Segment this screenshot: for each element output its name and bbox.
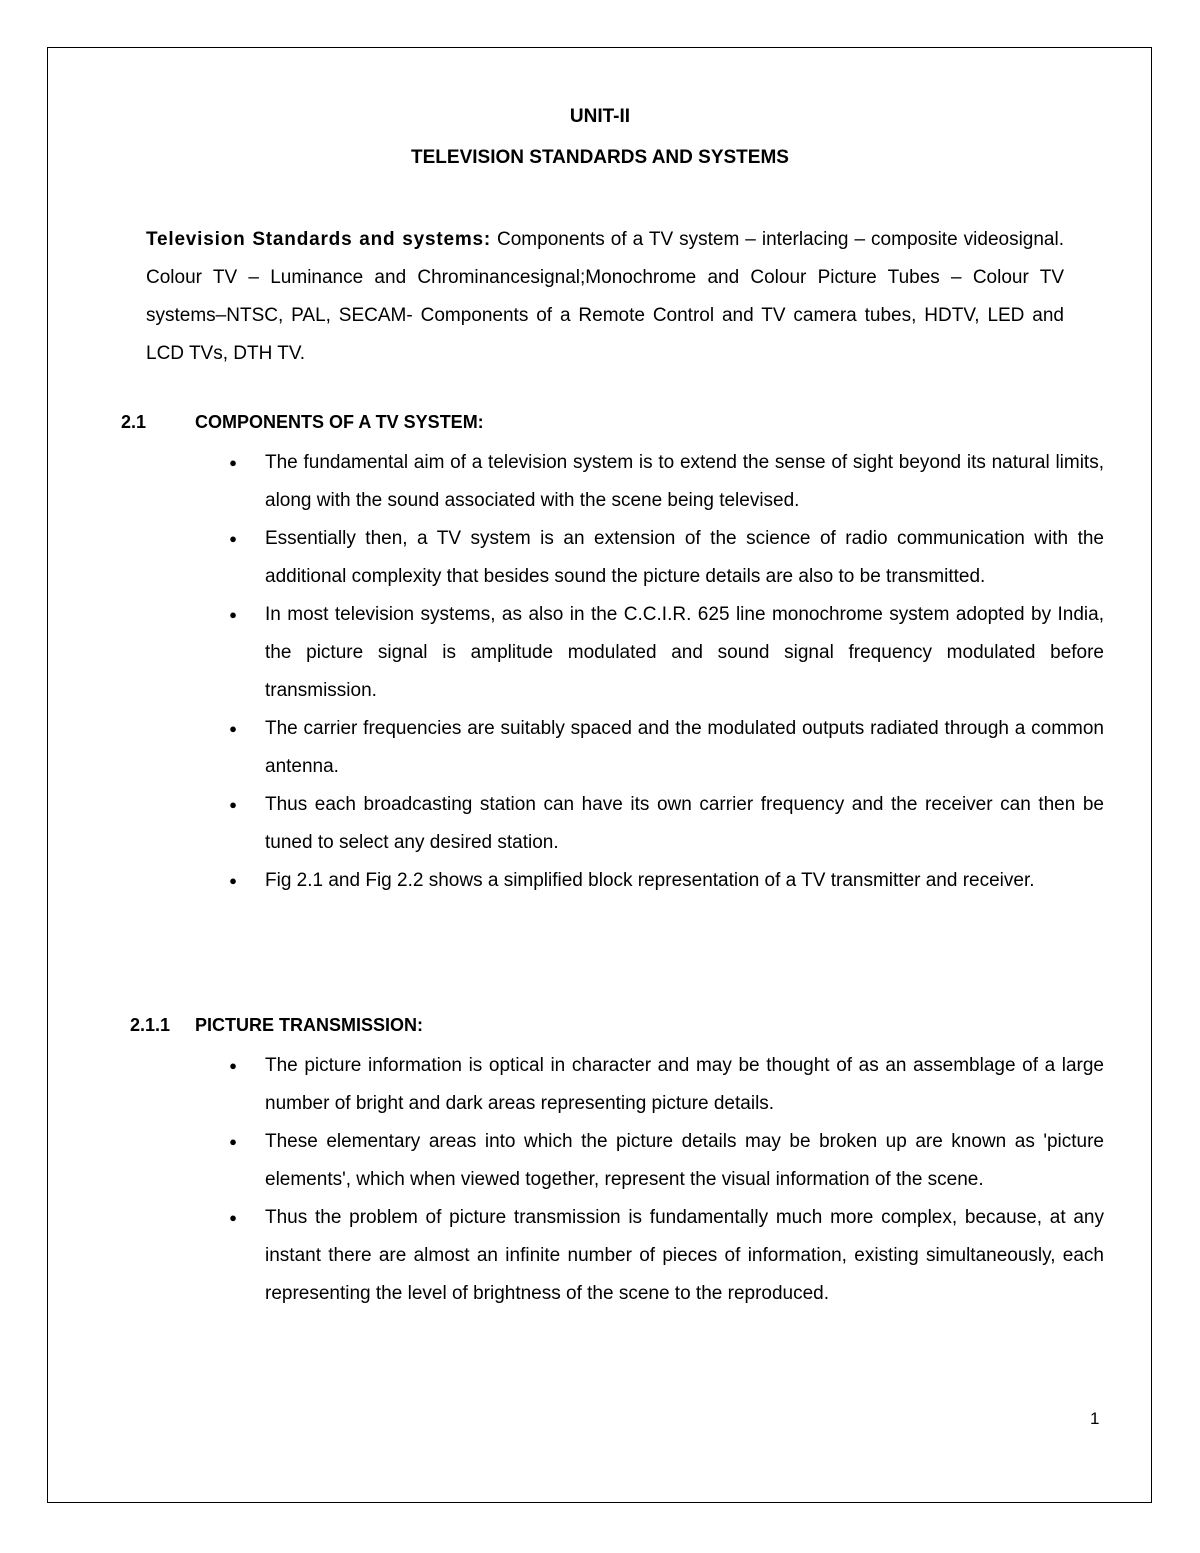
bullet-icon: ●: [229, 873, 237, 888]
bullet-icon: ●: [229, 455, 237, 470]
list-item: [226, 710, 1104, 786]
bullet-icon: ●: [229, 797, 237, 812]
list-item: [226, 1123, 1104, 1199]
bullet-icon: ●: [229, 721, 237, 736]
section-title: PICTURE TRANSMISSION:: [195, 1015, 424, 1035]
list-item-text: Thus the problem of picture transmission is fundamentally much more complex, because, at any instant there are almost an infinite number of pieces of information, existing simultaneously, each representing the level of brightness of the scene to the reproduced.: [265, 1207, 1104, 1304]
bullet-icon: ●: [229, 531, 237, 546]
list-item-text: Fig 2.1 and Fig 2.2 shows a simplified block representation of a TV transmitter and receiver.: [265, 870, 1035, 891]
section-heading-2-1: [121, 412, 484, 433]
list-item: [226, 1199, 1104, 1313]
bullet-icon: ●: [229, 1134, 237, 1149]
bullet-icon: ●: [229, 1210, 237, 1225]
unit-title: UNIT-II: [569, 106, 631, 127]
list-item: [226, 444, 1104, 520]
list-item-text: The fundamental aim of a television system is to extend the sense of sight beyond its natural limits, along with the sound associated with the scene being televised.: [265, 452, 1104, 511]
summary-lead: Television Standards and systems:: [146, 229, 492, 250]
list-item-text: The picture information is optical in character and may be thought of as an assemblage of a large number of bright and dark areas representing picture details.: [265, 1055, 1104, 1114]
document-title: TELEVISION STANDARDS AND SYSTEMS: [411, 147, 789, 168]
list-item-text: The carrier frequencies are suitably spaced and the modulated outputs radiated through a common antenna.: [265, 718, 1104, 777]
list-item: [226, 862, 1104, 900]
syllabus-summary: [146, 221, 1064, 373]
list-item: [226, 596, 1104, 710]
section-title: COMPONENTS OF A TV SYSTEM:: [195, 412, 484, 432]
page-number: 1: [1090, 1409, 1100, 1428]
summary-text: Components of a TV system – interlacing – composite videosignal. Colour TV – Luminance and Chrominancesignal;Monochrome and Colour Picture Tubes – Colour TV systems–NTSC, PAL, SECAM- Components of a Remote Control and TV camera tubes, HDTV, LED and LCD TVs, DTH TV.: [146, 229, 1065, 364]
bullet-icon: ●: [229, 607, 237, 622]
bullet-icon: ●: [229, 1058, 237, 1073]
list-item: [226, 786, 1104, 862]
list-item-text: Essentially then, a TV system is an extension of the science of radio communication with the additional complexity that besides sound the picture details are also to be transmitted.: [265, 528, 1104, 587]
picture-transmission-bullet-list: [226, 1047, 1104, 1313]
list-item: [226, 1047, 1104, 1123]
section-heading-2-1-1: [130, 1015, 423, 1036]
list-item-text: These elementary areas into which the picture details may be broken up are known as 'picture elements', which when viewed together, represent the visual information of the scene.: [265, 1131, 1104, 1190]
list-item-text: Thus each broadcasting station can have its own carrier frequency and the receiver can then be tuned to select any desired station.: [265, 794, 1104, 853]
components-bullet-list: [226, 444, 1104, 900]
section-number: 2.1.1: [130, 1015, 171, 1035]
list-item: [226, 520, 1104, 596]
section-number: 2.1: [121, 412, 147, 432]
list-item-text: In most television systems, as also in the C.C.I.R. 625 line monochrome system adopted by India, the picture signal is amplitude modulated and sound signal frequency modulated before transmission.: [265, 604, 1104, 701]
